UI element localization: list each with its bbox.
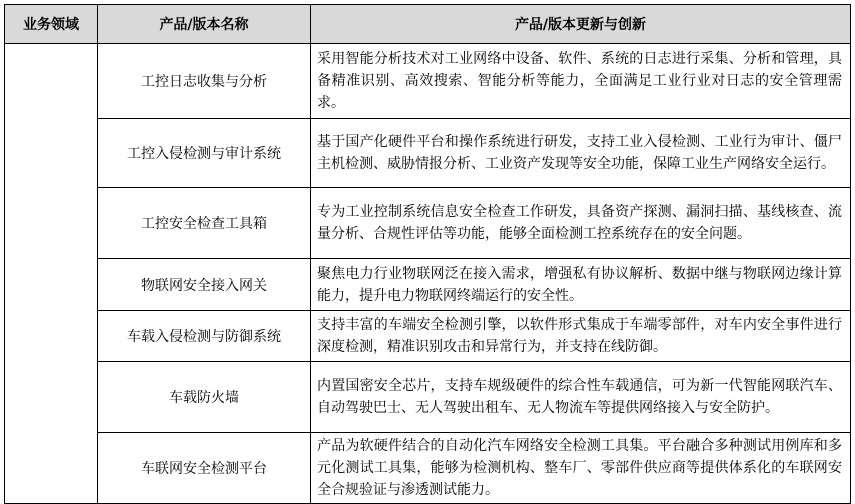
table-row [5, 188, 851, 259]
product-desc-cell: 采用智能分析技术对工业网络中设备、软件、系统的日志进行采集、分析和管理，具备精准识别、高效搜索、智能分析等能力，全面满足工业行业对日志的安全管理需求。 [311, 44, 851, 119]
product-name-cell: 工控安全检查工具箱 [98, 188, 311, 259]
table-row [5, 259, 851, 311]
product-desc-cell: 支持丰富的车端安全检测引擎，以软件形式集成于车端零部件，对车内安全事件进行深度检测，精准识别攻击和异常行为，并支持在线防御。 [311, 311, 851, 362]
domain-cell [5, 44, 98, 504]
table-row [5, 362, 851, 433]
header-product-update: 产品/版本更新与创新 [311, 5, 851, 44]
product-desc-cell: 产品为软硬件结合的自动化汽车网络安全检测工具集。平台融合多种测试用例库和多元化测试工具集，能够为检测机构、整车厂、零部件供应商等提供体系化的车联网安全合规验证与渗透测试能力。 [311, 433, 851, 504]
product-name-cell: 车载入侵检测与防御系统 [98, 311, 311, 362]
table-row [5, 433, 851, 504]
product-desc-cell: 专为工业控制系统信息安全检查工作研发，具备资产探测、漏洞扫描、基线核查、流量分析、合规性评估等功能，能够全面检测工控系统存在的安全问题。 [311, 188, 851, 259]
header-domain: 业务领域 [5, 5, 98, 44]
table-row [5, 119, 851, 188]
product-desc-cell: 基于国产化硬件平台和操作系统进行研发，支持工业入侵检测、工业行为审计、僵尸主机检测、威胁情报分析、工业资产发现等安全功能，保障工业生产网络安全运行。 [311, 119, 851, 188]
product-name-cell: 工控日志收集与分析 [98, 44, 311, 119]
product-desc-cell: 内置国密安全芯片，支持车规级硬件的综合性车载通信，可为新一代智能网联汽车、自动驾驶巴士、无人驾驶出租车、无人物流车等提供网络接入与安全防护。 [311, 362, 851, 433]
product-name-cell: 车载防火墙 [98, 362, 311, 433]
table-row [5, 311, 851, 362]
product-name-cell: 工控入侵检测与审计系统 [98, 119, 311, 188]
product-name-cell: 车联网安全检测平台 [98, 433, 311, 504]
header-product-name: 产品/版本名称 [98, 5, 311, 44]
header-row [5, 5, 851, 44]
table-row [5, 44, 851, 119]
product-table [4, 4, 851, 504]
product-desc-cell: 聚焦电力行业物联网泛在接入需求，增强私有协议解析、数据中继与物联网边缘计算能力，提升电力物联网终端运行的安全性。 [311, 259, 851, 311]
product-name-cell: 物联网安全接入网关 [98, 259, 311, 311]
